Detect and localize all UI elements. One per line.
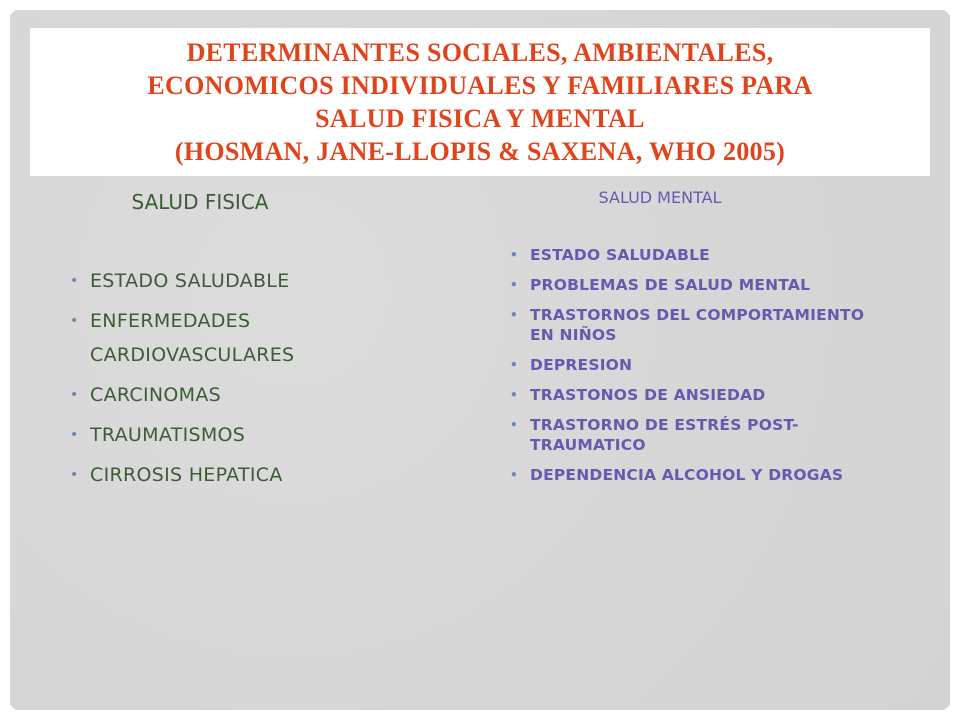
list-item-text: TRAUMATISMOS xyxy=(90,424,246,446)
physical-health-list xyxy=(70,264,450,492)
bullet-icon: • xyxy=(510,308,518,322)
list-item-text: ESTADO SALUDABLE xyxy=(90,270,290,292)
title-line-3: SALUD FISICA Y MENTAL xyxy=(315,104,645,133)
list-item xyxy=(70,264,450,298)
list-item-text: DEPRESION xyxy=(530,356,633,374)
bullet-icon: • xyxy=(510,418,518,432)
list-item xyxy=(510,385,930,405)
list-item xyxy=(510,275,930,295)
bullet-icon: • xyxy=(70,387,79,403)
list-item-text: ESTADO SALUDABLE xyxy=(530,246,710,264)
list-item xyxy=(510,415,880,455)
physical-health-column xyxy=(70,186,450,498)
mental-health-heading: SALUD MENTAL xyxy=(598,188,722,207)
list-item xyxy=(510,465,850,485)
mental-health-column xyxy=(510,186,930,495)
bullet-icon: • xyxy=(510,468,518,482)
mental-health-list xyxy=(510,245,930,485)
list-item xyxy=(70,378,450,412)
list-item xyxy=(510,355,930,375)
bullet-icon: • xyxy=(510,388,518,402)
list-item-text: TRASTONOS DE ANSIEDAD xyxy=(530,386,766,404)
bullet-icon: • xyxy=(510,358,518,372)
list-item-text: DEPENDENCIA ALCOHOL Y DROGAS xyxy=(530,466,844,484)
list-item xyxy=(70,304,380,372)
list-item xyxy=(510,245,930,265)
list-item-text: CARCINOMAS xyxy=(90,384,222,406)
title-line-2: ECONOMICOS INDIVIDUALES Y FAMILIARES PARA xyxy=(147,71,813,100)
bullet-icon: • xyxy=(70,273,79,289)
bullet-icon: • xyxy=(510,278,518,292)
slide-title xyxy=(50,36,910,168)
title-box xyxy=(30,28,930,176)
list-item xyxy=(70,458,450,492)
physical-health-heading: SALUD FISICA xyxy=(131,190,269,214)
slide xyxy=(10,10,950,710)
list-item-text: ENFERMEDADES CARDIOVASCULARES xyxy=(90,310,295,366)
list-item-text: PROBLEMAS DE SALUD MENTAL xyxy=(530,276,811,294)
list-item-text: TRASTORNOS DEL COMPORTAMIENTO EN NIÑOS xyxy=(530,306,865,344)
list-item-text: TRASTORNO DE ESTRÉS POST-TRAUMATICO xyxy=(530,416,799,454)
title-line-4: (HOSMAN, JANE-LLOPIS & SAXENA, WHO 2005) xyxy=(174,137,786,166)
bullet-icon: • xyxy=(70,427,79,443)
list-item xyxy=(70,418,450,452)
list-item xyxy=(510,305,890,345)
bullet-icon: • xyxy=(510,248,518,262)
list-item-text: CIRROSIS HEPATICA xyxy=(90,464,283,486)
bullet-icon: • xyxy=(70,467,79,483)
title-line-1: DETERMINANTES SOCIALES, AMBIENTALES, xyxy=(186,38,774,67)
bullet-icon: • xyxy=(70,313,79,329)
